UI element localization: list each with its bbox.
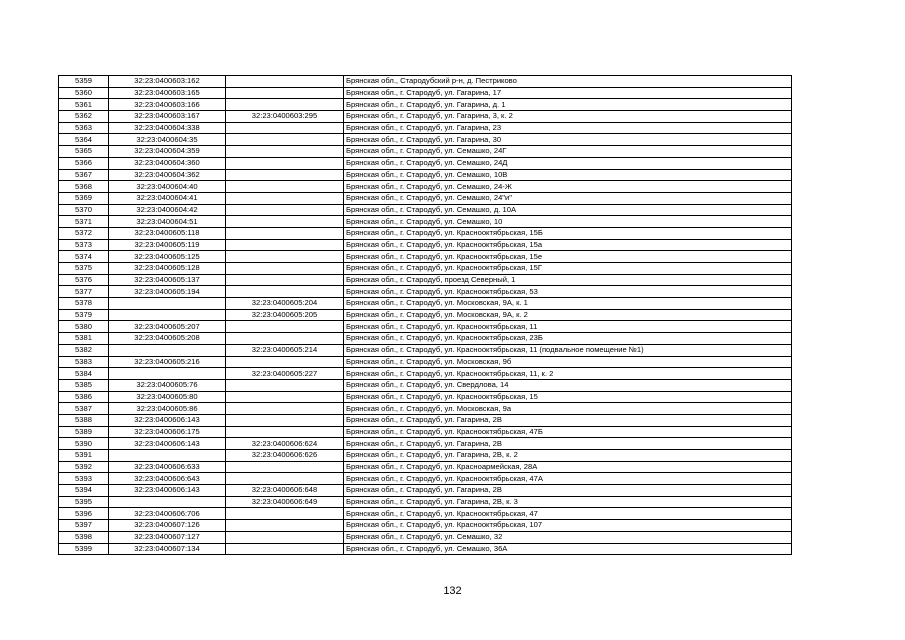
linked-cadastral-number-cell <box>226 263 344 275</box>
row-number-cell: 5361 <box>59 99 109 111</box>
cadastral-number-cell: 32:23:0400605:119 <box>109 239 226 251</box>
address-cell: Брянская обл., г. Стародуб, ул. Семашко, 24Г <box>344 146 792 158</box>
cadastral-number-cell: 32:23:0400606:143 <box>109 485 226 497</box>
row-number-cell: 5362 <box>59 111 109 123</box>
address-cell: Брянская обл., г. Стародуб, ул. Семашко, 24"и" <box>344 192 792 204</box>
linked-cadastral-number-cell: 32:23:0400605:205 <box>226 309 344 321</box>
row-number-cell: 5371 <box>59 216 109 228</box>
address-cell: Брянская обл., Стародубский р-н, д. Пестриково <box>344 76 792 88</box>
address-cell: Брянская обл., г. Стародуб, ул. Краснооктябрьская, 107 <box>344 520 792 532</box>
address-cell: Брянская обл., г. Стародуб, ул. Краснооктябрьская, 47Б <box>344 426 792 438</box>
linked-cadastral-number-cell <box>226 321 344 333</box>
cadastral-number-cell: 32:23:0400607:126 <box>109 520 226 532</box>
cadastral-number-cell: 32:23:0400603:165 <box>109 87 226 99</box>
table-row <box>59 204 792 216</box>
linked-cadastral-number-cell <box>226 146 344 158</box>
row-number-cell: 5363 <box>59 122 109 134</box>
linked-cadastral-number-cell <box>226 134 344 146</box>
address-cell: Брянская обл., г. Стародуб, ул. Краснооктябрьская, 15Б <box>344 227 792 239</box>
cadastral-number-cell: 32:23:0400606:143 <box>109 438 226 450</box>
cadastral-number-cell <box>109 450 226 462</box>
address-cell: Брянская обл., г. Стародуб, ул. Семашко, д. 10А <box>344 204 792 216</box>
cadastral-number-cell: 32:23:0400604:51 <box>109 216 226 228</box>
address-cell: Брянская обл., г. Стародуб, ул. Гагарина, 23 <box>344 122 792 134</box>
address-cell: Брянская обл., г. Стародуб, ул. Краснооктябрьская, 15 <box>344 391 792 403</box>
table-row <box>59 321 792 333</box>
table-row <box>59 403 792 415</box>
table-row <box>59 520 792 532</box>
row-number-cell: 5397 <box>59 520 109 532</box>
row-number-cell: 5375 <box>59 263 109 275</box>
cadastral-number-cell: 32:23:0400605:76 <box>109 379 226 391</box>
address-cell: Брянская обл., г. Стародуб, ул. Гагарина, 2В <box>344 485 792 497</box>
linked-cadastral-number-cell: 32:23:0400605:214 <box>226 344 344 356</box>
table-row <box>59 438 792 450</box>
linked-cadastral-number-cell: 32:23:0400606:624 <box>226 438 344 450</box>
cadastral-number-cell: 32:23:0400604:41 <box>109 192 226 204</box>
table-row <box>59 192 792 204</box>
linked-cadastral-number-cell <box>226 181 344 193</box>
table-row <box>59 485 792 497</box>
cadastral-number-cell: 32:23:0400605:128 <box>109 263 226 275</box>
cadastral-number-cell: 32:23:0400605:86 <box>109 403 226 415</box>
row-number-cell: 5390 <box>59 438 109 450</box>
row-number-cell: 5378 <box>59 298 109 310</box>
cadastral-number-cell: 32:23:0400604:35 <box>109 134 226 146</box>
row-number-cell: 5391 <box>59 450 109 462</box>
cadastral-number-cell: 32:23:0400606:643 <box>109 473 226 485</box>
linked-cadastral-number-cell <box>226 216 344 228</box>
table-row <box>59 450 792 462</box>
address-cell: Брянская обл., г. Стародуб, ул. Гагарина, 2В, к. 3 <box>344 496 792 508</box>
linked-cadastral-number-cell <box>226 204 344 216</box>
address-cell: Брянская обл., г. Стародуб, ул. Семашко, 32 <box>344 531 792 543</box>
row-number-cell: 5364 <box>59 134 109 146</box>
cadastral-number-cell <box>109 368 226 380</box>
address-cell: Брянская обл., г. Стародуб, ул. Московская, 9А, к. 2 <box>344 309 792 321</box>
row-number-cell: 5383 <box>59 356 109 368</box>
linked-cadastral-number-cell: 32:23:0400606:648 <box>226 485 344 497</box>
address-cell: Брянская обл., г. Стародуб, ул. Московская, 9а <box>344 403 792 415</box>
page-number: 132 <box>443 585 462 597</box>
table-row <box>59 309 792 321</box>
cadastral-number-cell: 32:23:0400606:143 <box>109 414 226 426</box>
cadastral-number-cell: 32:23:0400605:208 <box>109 333 226 345</box>
address-cell: Брянская обл., г. Стародуб, ул. Краснооктябрьская, 47А <box>344 473 792 485</box>
row-number-cell: 5386 <box>59 391 109 403</box>
address-cell: Брянская обл., г. Стародуб, ул. Краснооктябрьская, 47 <box>344 508 792 520</box>
linked-cadastral-number-cell <box>226 520 344 532</box>
table-row <box>59 111 792 123</box>
address-cell: Брянская обл., г. Стародуб, проезд Северный, 1 <box>344 274 792 286</box>
cadastral-number-cell: 32:23:0400604:42 <box>109 204 226 216</box>
linked-cadastral-number-cell: 32:23:0400606:649 <box>226 496 344 508</box>
table-row <box>59 146 792 158</box>
row-number-cell: 5380 <box>59 321 109 333</box>
row-number-cell: 5394 <box>59 485 109 497</box>
row-number-cell: 5382 <box>59 344 109 356</box>
linked-cadastral-number-cell <box>226 274 344 286</box>
address-cell: Брянская обл., г. Стародуб, ул. Краснооктябрьская, 53 <box>344 286 792 298</box>
row-number-cell: 5388 <box>59 414 109 426</box>
row-number-cell: 5359 <box>59 76 109 88</box>
linked-cadastral-number-cell: 32:23:0400606:626 <box>226 450 344 462</box>
address-cell: Брянская обл., г. Стародуб, ул. Краснооктябрьская, 15а <box>344 239 792 251</box>
address-cell: Брянская обл., г. Стародуб, ул. Гагарина, 17 <box>344 87 792 99</box>
linked-cadastral-number-cell: 32:23:0400603:295 <box>226 111 344 123</box>
row-number-cell: 5374 <box>59 251 109 263</box>
cadastral-number-cell: 32:23:0400606:175 <box>109 426 226 438</box>
linked-cadastral-number-cell <box>226 99 344 111</box>
cadastral-number-cell: 32:23:0400604:360 <box>109 157 226 169</box>
cadastral-number-cell <box>109 298 226 310</box>
table-row <box>59 368 792 380</box>
registry-table <box>58 75 792 555</box>
linked-cadastral-number-cell <box>226 531 344 543</box>
cadastral-number-cell: 32:23:0400603:162 <box>109 76 226 88</box>
cadastral-number-cell: 32:23:0400605:80 <box>109 391 226 403</box>
cadastral-number-cell: 32:23:0400606:706 <box>109 508 226 520</box>
table-row <box>59 227 792 239</box>
address-cell: Брянская обл., г. Стародуб, ул. Краснооктябрьская, 15Г <box>344 263 792 275</box>
address-cell: Брянская обл., г. Стародуб, ул. Гагарина, 30 <box>344 134 792 146</box>
cadastral-number-cell <box>109 309 226 321</box>
address-cell: Брянская обл., г. Стародуб, ул. Московская, 9А, к. 1 <box>344 298 792 310</box>
cadastral-number-cell: 32:23:0400605:207 <box>109 321 226 333</box>
table-row <box>59 508 792 520</box>
linked-cadastral-number-cell <box>226 473 344 485</box>
linked-cadastral-number-cell <box>226 391 344 403</box>
address-cell: Брянская обл., г. Стародуб, ул. Гагарина, 2В <box>344 438 792 450</box>
table-row <box>59 239 792 251</box>
table-row <box>59 76 792 88</box>
address-cell: Брянская обл., г. Стародуб, ул. Красноармейская, 28А <box>344 461 792 473</box>
cadastral-number-cell: 32:23:0400604:338 <box>109 122 226 134</box>
row-number-cell: 5381 <box>59 333 109 345</box>
cadastral-number-cell: 32:23:0400604:359 <box>109 146 226 158</box>
linked-cadastral-number-cell <box>226 414 344 426</box>
registry-table-body <box>59 76 792 555</box>
row-number-cell: 5373 <box>59 239 109 251</box>
table-row <box>59 379 792 391</box>
address-cell: Брянская обл., г. Стародуб, ул. Гагарина, д. 1 <box>344 99 792 111</box>
row-number-cell: 5393 <box>59 473 109 485</box>
row-number-cell: 5399 <box>59 543 109 555</box>
cadastral-number-cell: 32:23:0400607:127 <box>109 531 226 543</box>
linked-cadastral-number-cell <box>226 426 344 438</box>
cadastral-number-cell: 32:23:0400605:125 <box>109 251 226 263</box>
linked-cadastral-number-cell <box>226 508 344 520</box>
table-row <box>59 286 792 298</box>
table-row <box>59 414 792 426</box>
linked-cadastral-number-cell <box>226 239 344 251</box>
address-cell: Брянская обл., г. Стародуб, ул. Краснооктябрьская, 11 (подвальное помещение №1) <box>344 344 792 356</box>
table-row <box>59 543 792 555</box>
cadastral-number-cell: 32:23:0400603:167 <box>109 111 226 123</box>
cadastral-number-cell <box>109 496 226 508</box>
address-cell: Брянская обл., г. Стародуб, ул. Гагарина, 3, к. 2 <box>344 111 792 123</box>
row-number-cell: 5389 <box>59 426 109 438</box>
table-row <box>59 531 792 543</box>
address-cell: Брянская обл., г. Стародуб, ул. Краснооктябрьская, 15е <box>344 251 792 263</box>
row-number-cell: 5376 <box>59 274 109 286</box>
linked-cadastral-number-cell <box>226 192 344 204</box>
row-number-cell: 5392 <box>59 461 109 473</box>
row-number-cell: 5385 <box>59 379 109 391</box>
table-row <box>59 344 792 356</box>
row-number-cell: 5395 <box>59 496 109 508</box>
address-cell: Брянская обл., г. Стародуб, ул. Краснооктябрьская, 23Б <box>344 333 792 345</box>
row-number-cell: 5372 <box>59 227 109 239</box>
table-row <box>59 356 792 368</box>
address-cell: Брянская обл., г. Стародуб, ул. Краснооктябрьская, 11 <box>344 321 792 333</box>
linked-cadastral-number-cell: 32:23:0400605:204 <box>226 298 344 310</box>
table-row <box>59 99 792 111</box>
cadastral-number-cell: 32:23:0400605:216 <box>109 356 226 368</box>
linked-cadastral-number-cell <box>226 169 344 181</box>
linked-cadastral-number-cell: 32:23:0400605:227 <box>226 368 344 380</box>
table-row <box>59 426 792 438</box>
row-number-cell: 5368 <box>59 181 109 193</box>
table-row <box>59 333 792 345</box>
row-number-cell: 5365 <box>59 146 109 158</box>
address-cell: Брянская обл., г. Стародуб, ул. Московская, 9б <box>344 356 792 368</box>
cadastral-number-cell: 32:23:0400604:362 <box>109 169 226 181</box>
address-cell: Брянская обл., г. Стародуб, ул. Краснооктябрьская, 11, к. 2 <box>344 368 792 380</box>
table-row <box>59 181 792 193</box>
linked-cadastral-number-cell <box>226 87 344 99</box>
address-cell: Брянская обл., г. Стародуб, ул. Семашко, 24Д <box>344 157 792 169</box>
table-row <box>59 298 792 310</box>
row-number-cell: 5360 <box>59 87 109 99</box>
cadastral-number-cell: 32:23:0400605:194 <box>109 286 226 298</box>
table-row <box>59 169 792 181</box>
cadastral-number-cell <box>109 344 226 356</box>
linked-cadastral-number-cell <box>226 461 344 473</box>
row-number-cell: 5398 <box>59 531 109 543</box>
linked-cadastral-number-cell <box>226 333 344 345</box>
linked-cadastral-number-cell <box>226 251 344 263</box>
table-row <box>59 216 792 228</box>
table-row <box>59 391 792 403</box>
table-row <box>59 473 792 485</box>
linked-cadastral-number-cell <box>226 122 344 134</box>
cadastral-number-cell: 32:23:0400605:137 <box>109 274 226 286</box>
row-number-cell: 5384 <box>59 368 109 380</box>
table-row <box>59 157 792 169</box>
address-cell: Брянская обл., г. Стародуб, ул. Гагарина, 2В, к. 2 <box>344 450 792 462</box>
row-number-cell: 5370 <box>59 204 109 216</box>
linked-cadastral-number-cell <box>226 356 344 368</box>
linked-cadastral-number-cell <box>226 403 344 415</box>
table-row <box>59 251 792 263</box>
address-cell: Брянская обл., г. Стародуб, ул. Семашко, 10 <box>344 216 792 228</box>
table-row <box>59 496 792 508</box>
linked-cadastral-number-cell <box>226 286 344 298</box>
row-number-cell: 5369 <box>59 192 109 204</box>
address-cell: Брянская обл., г. Стародуб, ул. Семашко, 36А <box>344 543 792 555</box>
row-number-cell: 5367 <box>59 169 109 181</box>
address-cell: Брянская обл., г. Стародуб, ул. Свердлова, 14 <box>344 379 792 391</box>
cadastral-number-cell: 32:23:0400606:633 <box>109 461 226 473</box>
cadastral-number-cell: 32:23:0400607:134 <box>109 543 226 555</box>
cadastral-number-cell: 32:23:0400604:40 <box>109 181 226 193</box>
table-row <box>59 87 792 99</box>
address-cell: Брянская обл., г. Стародуб, ул. Гагарина, 2В <box>344 414 792 426</box>
table-row <box>59 274 792 286</box>
linked-cadastral-number-cell <box>226 227 344 239</box>
cadastral-number-cell: 32:23:0400603:166 <box>109 99 226 111</box>
table-row <box>59 122 792 134</box>
address-cell: Брянская обл., г. Стародуб, ул. Семашко, 10В <box>344 169 792 181</box>
address-cell: Брянская обл., г. Стародуб, ул. Семашко, 24-Ж <box>344 181 792 193</box>
cadastral-number-cell: 32:23:0400605:118 <box>109 227 226 239</box>
linked-cadastral-number-cell <box>226 157 344 169</box>
table-row <box>59 263 792 275</box>
table-row <box>59 134 792 146</box>
row-number-cell: 5377 <box>59 286 109 298</box>
row-number-cell: 5379 <box>59 309 109 321</box>
row-number-cell: 5396 <box>59 508 109 520</box>
linked-cadastral-number-cell <box>226 76 344 88</box>
linked-cadastral-number-cell <box>226 543 344 555</box>
linked-cadastral-number-cell <box>226 379 344 391</box>
table-row <box>59 461 792 473</box>
row-number-cell: 5387 <box>59 403 109 415</box>
row-number-cell: 5366 <box>59 157 109 169</box>
